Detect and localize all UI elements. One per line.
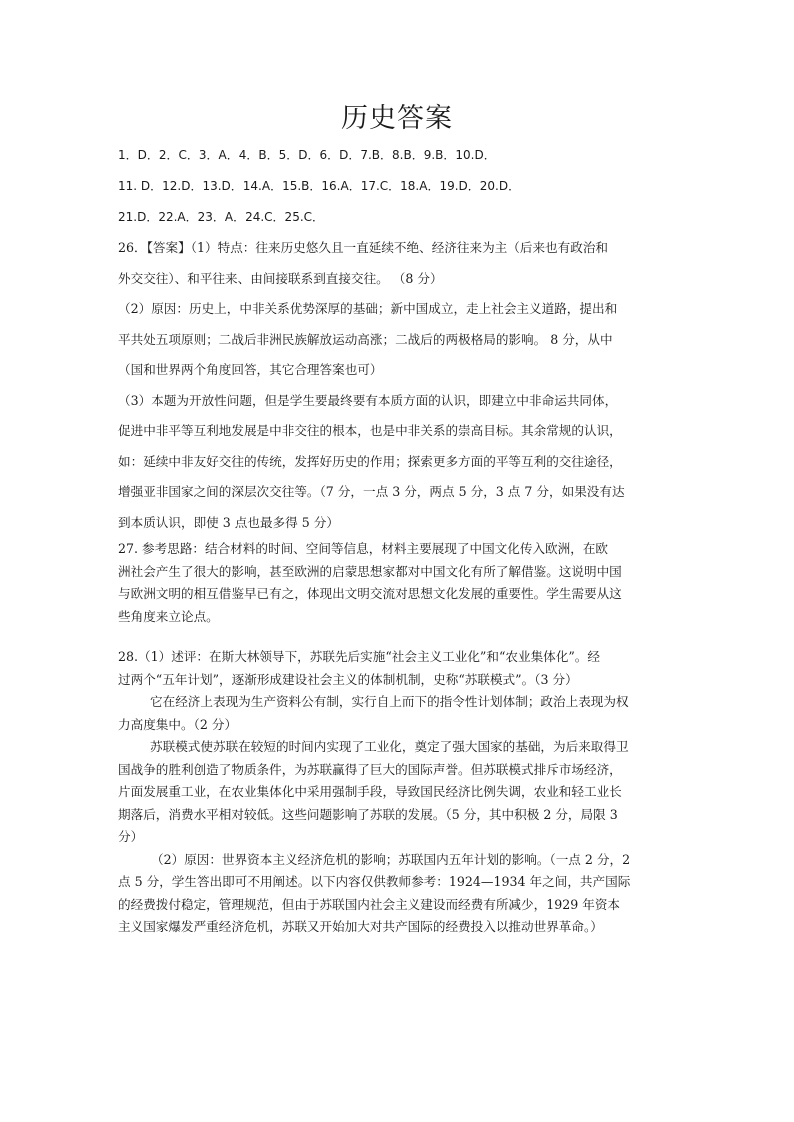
q28-line: 它在经济上表现为生产资料公有制，实行自上而下的指令性计划体制；政治上表现为权: [150, 694, 629, 709]
q28-line: 苏联模式使苏联在较短的时间内实现了工业化，奠定了强大国家的基础，为后来取得卫: [150, 739, 629, 754]
q26-line: 平共处五项原则；二战后非洲民族解放运动高涨；二战后的两极格局的影响。 8 分，从中: [118, 331, 613, 347]
q26-line: （3）本题为开放性问题，但是学生要最终要有本质方面的认识，即建立中非命运共同体，: [118, 392, 618, 408]
q26-line: 外交交往）、和平往来、由间接联系到直接交往。 （8 分）: [118, 270, 443, 286]
q28-line: 过两个“五年计划”，逐渐形成建设社会主义的体制机制，史称“苏联模式”。（3 分）: [118, 671, 578, 687]
q28-line: 片面发展重工业，在农业集体化中采用强制手段，导致国民经济比例失调，农业和轻工业长: [118, 784, 622, 799]
q28-line: 的经费拨付稳定，管理规范，但由于苏联国内社会主义建设而经费有所减少，1929 年资本: [118, 896, 621, 912]
q26-line: （国和世界两个角度回答，其它合理答案也可）: [118, 362, 383, 377]
mc-answers-row-2: 11. D．12.D．13.D．14.A．15.B．16.A．17.C．18.A．19.D．20.D．: [118, 179, 521, 193]
question-26-answer: [118, 233, 678, 538]
question-27-answer: [118, 538, 678, 628]
q28-line: 28.（1）述评：在斯大林领导下，苏联先后实施“社会主义工业化”和“农业集体化”。经: [118, 649, 600, 664]
mc-answers-row-3: 21.D．22.A．23．A．24.C．25.C．: [118, 210, 325, 224]
q28-line: 分）: [118, 829, 144, 844]
q26-line: 如：延续中非友好交往的传统，发挥好历史的作用；探索更多方面的平等互利的交往途径，: [118, 453, 622, 469]
q26-line: 26．【答案】（1）特点：往来历史悠久且一直延续不绝、经济往来为主（后来也有政治和: [118, 240, 609, 255]
q27-line: 洲社会产生了很大的影响，甚至欧洲的启蒙思想家都对中国文化有所了解借鉴。这说明中国: [118, 563, 622, 579]
q27-line: 27. 参考思路：结合材料的时间、空间等信息，材料主要展现了中国文化传入欧洲，在欧: [118, 541, 609, 556]
q28-line: 主义国家爆发严重经济危机，苏联又开始加大对共产国际的经费投入以推动世界革命。）: [118, 919, 603, 934]
q26-line: （2）原因：历史上，中非关系优势深厚的基础；新中国成立，走上社会主义道路，提出和: [118, 301, 618, 316]
q28-line: 点 5 分，学生答出即可不用阐述。以下内容仅供教师参考：1924—1934 年之间，共产国际: [118, 874, 631, 889]
page-title: 历史答案: [341, 103, 453, 134]
q28-line: 国战争的胜利创造了物质条件，为苏联赢得了巨大的国际声誉。但苏联模式排斥市场经济，: [118, 761, 622, 777]
q26-line: 增强亚非国家之间的深层次交往等。（7 分，一点 3 分，两点 5 分，3 点 7 分，如果没有达: [118, 484, 625, 499]
q28-line: 力高度集中。（2 分）: [118, 716, 238, 732]
q28-line: （2）原因：世界资本主义经济危机的影响；苏联国内五年计划的影响。（一点 2 分，2: [151, 851, 631, 867]
q26-line: 到本质认识，即使 3 点也最多得 5 分）: [118, 514, 339, 530]
q26-line: 促进中非平等互利地发展是中非交往的根本，也是中非关系的崇高目标。其余常规的认识，: [118, 423, 622, 438]
q27-line: 些角度来立论点。: [118, 608, 219, 624]
question-28-answer: [118, 646, 678, 939]
q28-line: 期落后，消费水平相对较低。这些问题影响了苏联的发展。（5 分，其中积极 2 分，局限 3: [118, 806, 618, 822]
q27-line: 与欧洲文明的相互借鉴早已有之，体现出文明交流对思想文化发展的重要性。学生需要从这: [118, 586, 622, 601]
mc-answers-row-1: 1．D．2．C．3．A．4．B．5．D．6．D．7.B．8.B．9.B．10.D．: [118, 148, 496, 162]
